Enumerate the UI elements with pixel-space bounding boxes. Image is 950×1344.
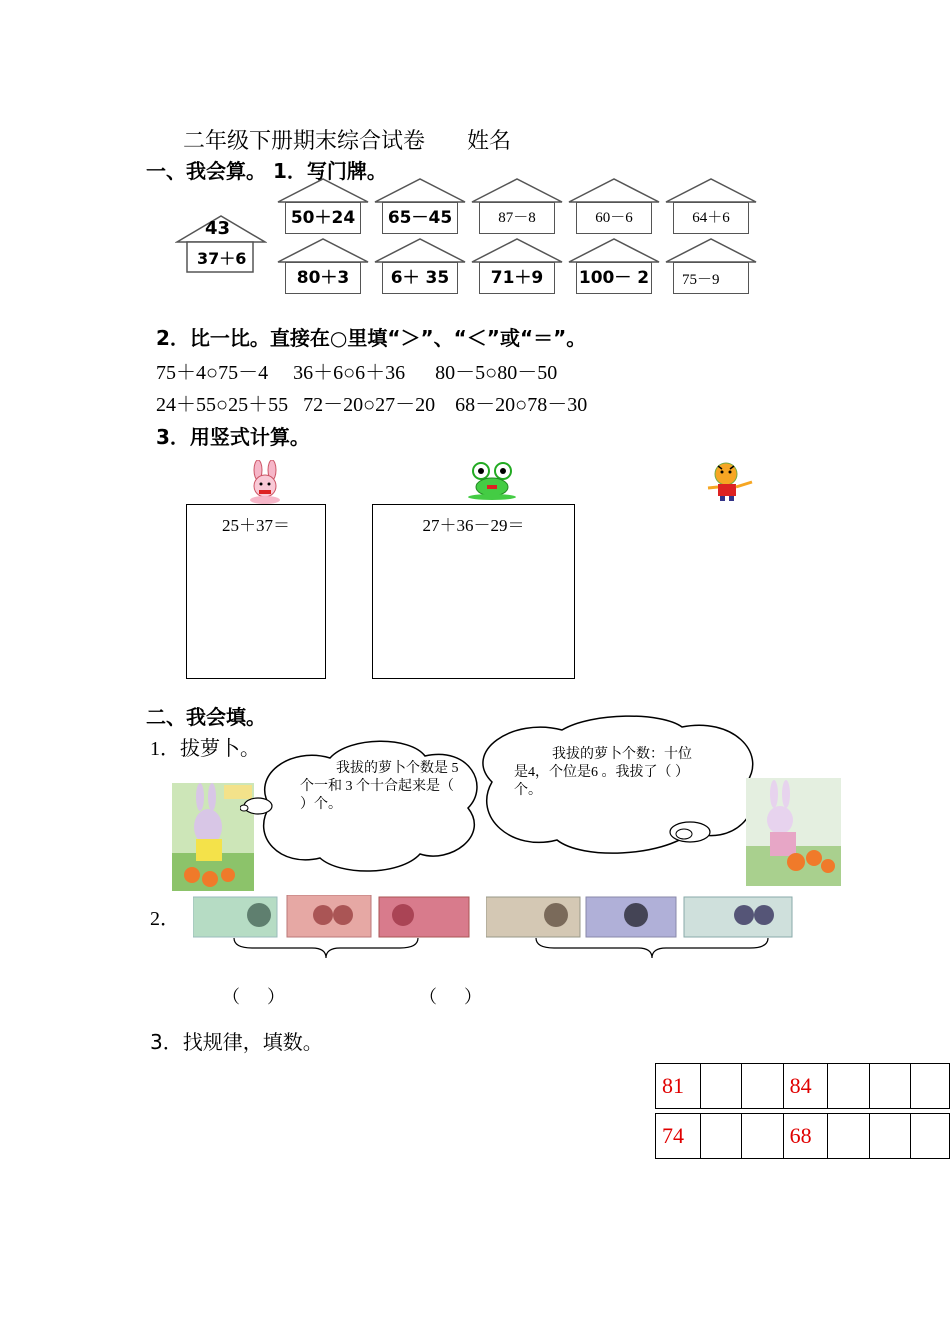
q3-label: 3．找规律，填数。 [150,1030,323,1054]
grid-cell[interactable] [742,1114,783,1159]
tiger-icon [704,460,756,502]
brace-2 [534,936,770,962]
grid-cell[interactable] [869,1064,910,1109]
house-4-expr[interactable]: 60－6 [576,202,652,234]
calc-box-1[interactable] [186,504,326,679]
calc-2-expr: 27＋36－29＝ [422,516,525,535]
grid-cell: 81 [656,1064,701,1109]
cloud-1-text: 我拔的萝卜个数是 5 个一和 3 个十合起来是（ ）个。 [300,761,459,812]
grid-cell[interactable] [700,1114,741,1159]
grid-cell[interactable] [742,1064,783,1109]
example-house-expr: 37＋6 [197,249,247,268]
example-house-answer: 43 [205,218,231,239]
pattern-grid-row-1 [655,1063,950,1109]
answer-paren-2[interactable]: （ ） [419,987,482,1007]
grid-cell[interactable] [911,1114,950,1159]
table-row [656,1064,950,1109]
compare-line-1: 75＋4○75－4 36＋6○6＋36 80－5○80－50 [156,362,558,384]
q2-label: 2． [150,908,180,930]
house-7-expr[interactable]: 6＋ 35 [382,262,458,294]
house-3-expr[interactable]: 87－8 [479,202,555,234]
rabbit-carrot-picture-right [746,778,841,886]
house-6-expr[interactable]: 80＋3 [285,262,361,294]
house-2-expr[interactable]: 65－45 [382,202,458,234]
banknotes-group-1 [193,895,473,941]
grid-cell[interactable] [700,1064,741,1109]
brace-1 [232,936,420,962]
house-5-expr[interactable]: 64＋6 [673,202,749,234]
house-1-expr[interactable]: 50＋24 [285,202,361,234]
grid-cell[interactable] [911,1064,950,1109]
grid-cell: 84 [783,1064,828,1109]
grid-cell[interactable] [828,1114,869,1159]
compare-line-2: 24＋55○25＋55 72－20○27－20 68－20○78－30 [156,394,588,416]
pattern-grid-row-2 [655,1113,950,1159]
calc-1-expr: 25＋37＝ [222,516,290,535]
grid-cell: 74 [656,1114,701,1159]
table-row [656,1114,950,1159]
bunny-icon [242,460,288,504]
section2-heading: 二、我会填。 [146,705,266,729]
page-title: 二年级下册期末综合试卷 姓名 [183,129,511,154]
q1-label: 1．拔萝卜。 [150,738,260,760]
grid-cell[interactable] [828,1064,869,1109]
house-9-expr[interactable]: 100－ 2 [576,262,652,294]
frog-icon [466,461,518,501]
answer-paren-1[interactable]: （ ） [222,987,285,1007]
vertical-calc-heading: 3．用竖式计算。 [156,425,310,449]
house-10-expr[interactable]: 75－9 [673,262,749,294]
banknotes-group-2 [486,895,796,941]
grid-cell[interactable] [869,1114,910,1159]
cloud-2-text: 我拔的萝卜个数：十位是4，个位是6 。我拔了（ ）个。 [514,747,692,798]
house-8-expr[interactable]: 71＋9 [479,262,555,294]
compare-heading: 2．比一比。直接在○里填“＞”、“＜”或“＝”。 [156,326,587,350]
calc-box-2[interactable] [372,504,575,679]
grid-cell: 68 [783,1114,828,1159]
section1-heading: 一、我会算。 1．写门牌。 [146,159,387,183]
